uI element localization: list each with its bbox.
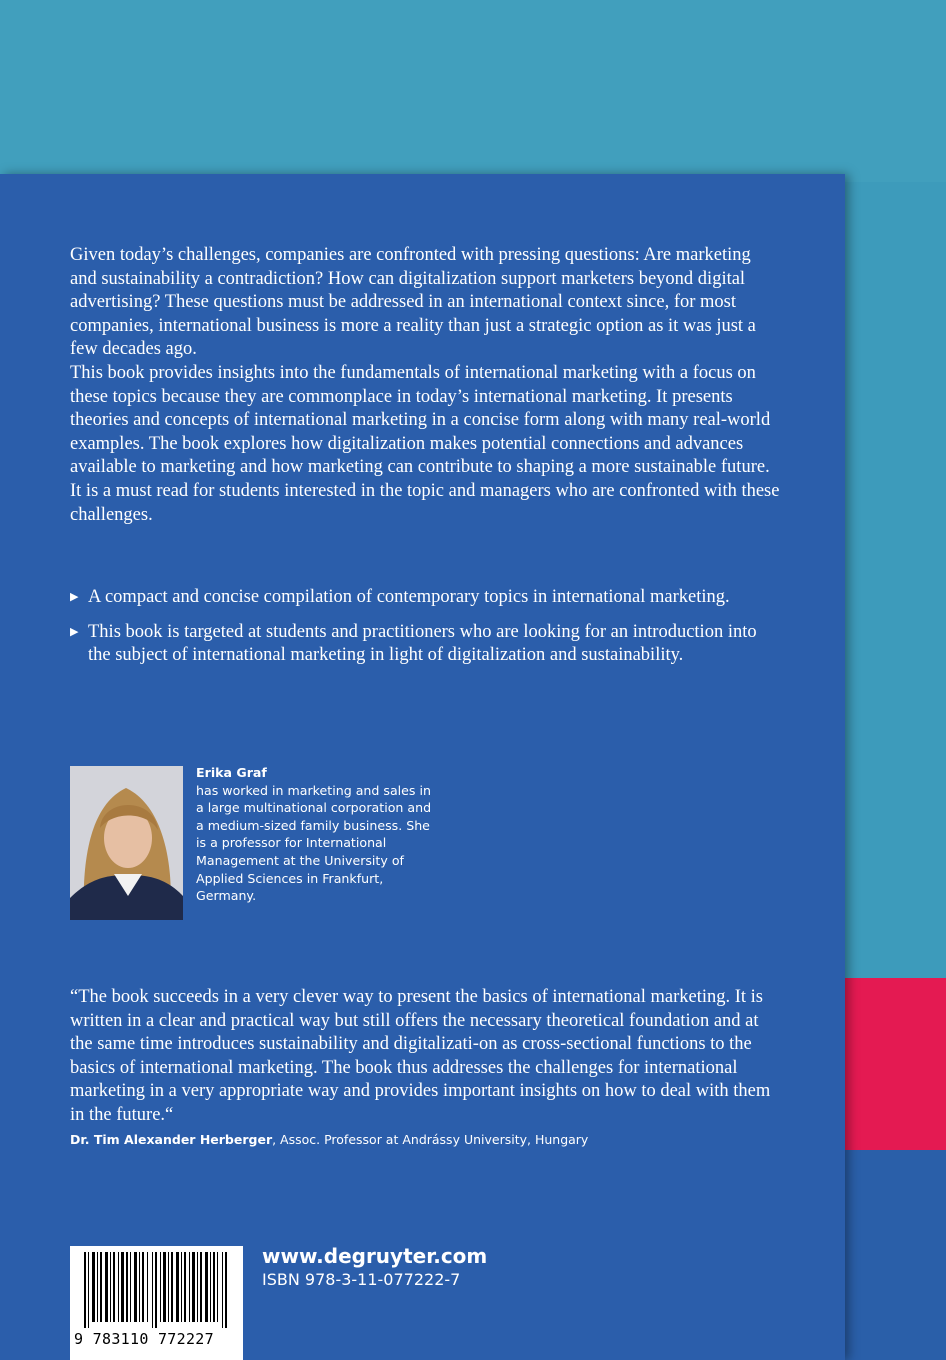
bullet-item <box>70 621 770 668</box>
bullet-text: A compact and concise compilation of contemporary topics in international marketing. <box>88 587 730 607</box>
author-bio-text: has worked in marketing and sales in a large multinational corporation and a medium-sized family business. She is a professor for International Management at the University of Applied Sciences in Frankfurt, Germany. <box>196 782 432 904</box>
teal-background-top <box>0 0 946 182</box>
triangle-bullet-icon: ▶ <box>70 591 79 603</box>
publisher-website-link[interactable]: www.degruyter.com <box>262 1244 488 1268</box>
author-photo <box>70 766 183 920</box>
blurb-paragraph-1: Given today’s challenges, companies are confronted with pressing questions: Are marketing and sustainability a contradiction? How can digitalization support marketers beyond digital advertising? These questions must be addressed in an international context since, for most companies, international business is more a reality than just a strategic option as it was just a few decades ago. <box>70 245 756 360</box>
barcode-icon <box>74 1252 239 1328</box>
review-quote <box>70 986 780 1128</box>
author-name: Erika Graf <box>196 765 267 780</box>
triangle-bullet-icon: ▶ <box>70 625 79 638</box>
isbn-number: ISBN 978-3-11-077222-7 <box>262 1270 461 1289</box>
quote-author-name: Dr. Tim Alexander Herberger <box>70 1132 273 1147</box>
right-edge-red-strip <box>845 978 946 1150</box>
right-edge-blue-strip <box>845 1150 946 1360</box>
bullet-text: This book is targeted at students and practitioners who are looking for an introduction into the subject of international marketing in light of digitalization and sustainability. <box>88 621 757 666</box>
bullet-item <box>70 586 770 610</box>
blurb-paragraph-2: This book provides insights into the fundamentals of international marketing with a focus on these topics because they are commonplace in today’s international marketing. It presents theories and concepts of international marketing in a concise form along with many real-world examples. The book explores how digitalization makes potential connections and advances available to marketing and how marketing can contribute to shaping a more sustainable future. It is a must read for students interested in the topic and managers who are confronted with these challenges. <box>70 362 780 525</box>
feature-bullets <box>70 586 770 679</box>
blurb-text <box>70 244 780 527</box>
quote-author-affiliation: , Assoc. Professor at Andrássy University, Hungary <box>272 1132 589 1147</box>
review-quote-text: “The book succeeds in a very clever way to present the basics of international marketing. It is written in a clear and practical way but still offers the necessary theoretical foundation and at the same time introduces sustainability and digitalizati-on as cross-sectional functions to the basics of international marketing. The book thus addresses the challenges for international marketing in a very appropriate way and provides important insights on how to deal with them in the future.“ <box>70 987 771 1125</box>
book-back-cover <box>0 174 845 1360</box>
barcode-number: 9 783110 772227 <box>74 1330 214 1348</box>
quote-attribution <box>70 1132 588 1147</box>
isbn-barcode <box>70 1246 243 1360</box>
author-bio <box>196 764 436 905</box>
right-edge-teal-strip <box>845 182 946 978</box>
